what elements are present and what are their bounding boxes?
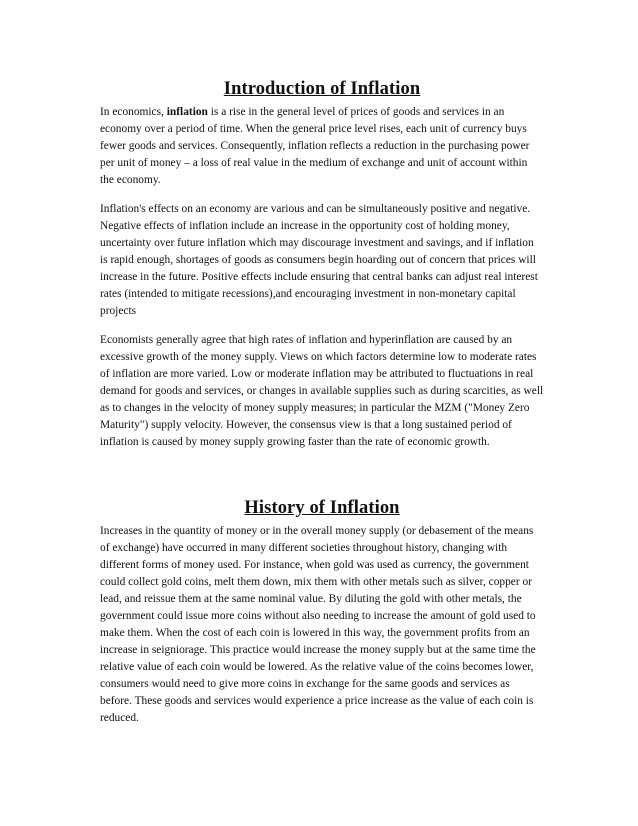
intro-paragraph-2: Inflation's effects on an economy are various and can be simultaneously positive and negative. Negative effects of inflation include an increase in the opportunity cost of holding money, uncertainty over future inflation which may discourage investment and savings, and if inflation is rapid enough, shortages of goods as consumers begin hoarding out of concern that prices will increase in the future. Positive effects include ensuring that central banks can adjust real interest rates (intended to mitigate recessions),and encouraging investment in non-monetary capital projects <box>100 203 538 317</box>
intro-heading: Introduction of Inflation <box>223 79 421 99</box>
intro-paragraph-3: Economists generally agree that high rates of inflation and hyperinflation are caused by an excessive growth of the money supply. Views on which factors determine low to moderate rates of inflation are more varied. Low or moderate inflation may be attributed to fluctuations in real demand for goods and services, or changes in available supplies such as during scarcities, as well as to changes in the velocity of money supply measures; in particular the MZM ("Money Zero Maturity") supply velocity. However, the consensus view is that a long sustained period of inflation is caused by money supply growing faster than the rate of economic growth. <box>100 334 544 448</box>
history-heading: History of Inflation <box>244 498 400 518</box>
intro-paragraph-1-rest: is a rise in the general level of prices of goods and services in an economy over a period of time. When the general price level rises, each unit of currency buys fewer goods and services. Consequently, inflation reflects a reduction in the purchasing power per unit of money – a loss of real value in the medium of exchange and unit of account within the economy. <box>100 106 530 186</box>
document-page <box>100 76 544 739</box>
intro-paragraph-1 <box>100 104 544 189</box>
history-paragraph-1: Increases in the quantity of money or in the overall money supply (or debasement of the means of exchange) have occurred in many different societies throughout history, changing with different forms of money used. For instance, when gold was used as currency, the government could collect gold coins, melt them down, mix them with other metals such as silver, copper or lead, and reissue them at the same nominal value. By diluting the gold with other metals, the government could issue more coins without also needing to increase the amount of gold used to make them. When the cost of each coin is lowered in this way, the government profits from an increase in seigniorage. This practice would increase the money supply but at the same time the relative value of each coin would be lowered. As the relative value of the coins becomes lower, consumers would need to give more coins in exchange for the same goods and services as before. These goods and services would experience a price increase as the value of each coin is reduced. <box>100 525 536 724</box>
intro-paragraph-1-lead: In economics, <box>100 106 167 118</box>
inflation-term: inflation <box>166 106 208 118</box>
